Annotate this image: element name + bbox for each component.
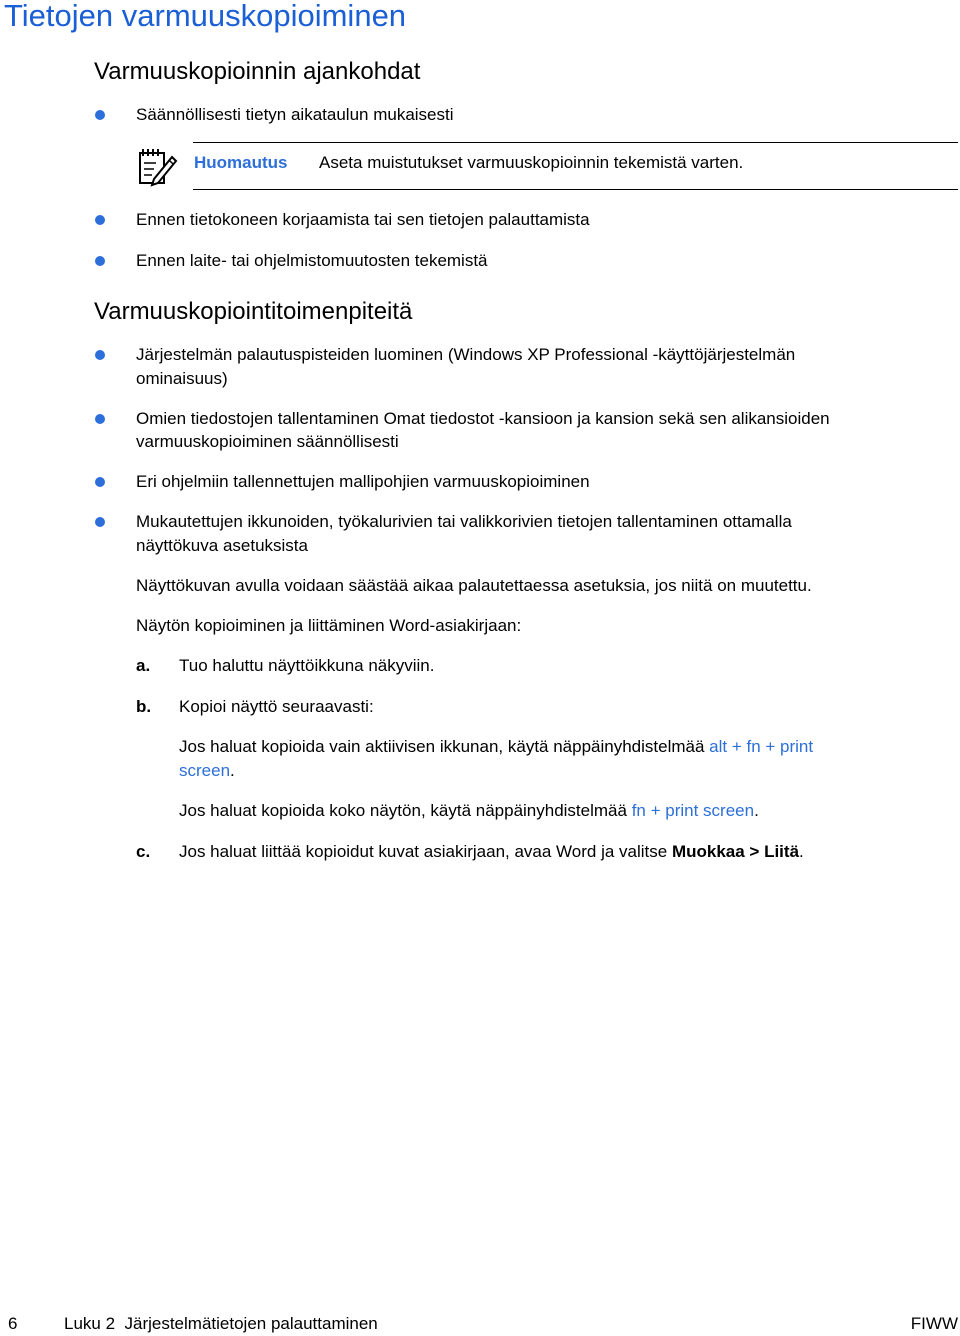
step-letter-c: c. [136, 842, 151, 861]
bullet-icon [95, 256, 105, 266]
bullet-icon [95, 350, 105, 360]
step-b-sub2 [179, 799, 759, 823]
chapter-title: Tietojen varmuuskopioiminen [4, 0, 407, 33]
key-combo-active-window-cont: screen [179, 761, 231, 780]
list-item: Järjestelmän palautuspisteiden luominen (Windows XP Professional -käyttöjärjestelmän [136, 345, 796, 364]
step-text-c [179, 840, 804, 864]
bullet-icon [95, 517, 105, 527]
list-item: Omien tiedostojen tallentaminen Omat tiedostot -kansioon ja kansion sekä sen alikansioiden [136, 409, 830, 428]
key-combo-full-screen: fn + print screen [631, 801, 755, 820]
step-b-sub1-continuation [179, 759, 235, 783]
bullet-icon [95, 477, 105, 487]
note-bottom-rule [193, 189, 958, 190]
period: . [230, 761, 235, 780]
step-b-sub1 [179, 735, 813, 759]
step-text-b: Kopioi näyttö seuraavasti: [179, 697, 374, 716]
paragraph-screenshot-tip: Näyttökuvan avulla voidaan säästää aikaa palautettaessa asetuksia, jos niitä on muutettu. [136, 576, 812, 595]
list-item: Ennen laite- tai ohjelmistomuutosten tekemistä [136, 251, 488, 270]
bullet-icon [95, 110, 105, 120]
note-text: Aseta muistutukset varmuuskopioinnin tekemistä varten. [319, 153, 744, 172]
menu-separator: > [744, 842, 765, 861]
note-pencil-icon [134, 145, 178, 187]
section-heading-when: Varmuuskopioinnin ajankohdat [94, 58, 421, 85]
step-letter-b: b. [136, 697, 152, 716]
list-item-continuation: ominaisuus) [136, 369, 228, 388]
step-b-sub2-text: Jos haluat kopioida koko näytön, käytä näppäinyhdistelmää [179, 801, 632, 820]
list-item-continuation: näyttökuva asetuksista [136, 536, 308, 555]
step-letter-a: a. [136, 656, 151, 675]
period: . [799, 842, 804, 861]
list-item: Säännöllisesti tietyn aikataulun mukaisesti [136, 105, 454, 124]
key-combo-active-window: alt + fn + print [709, 737, 814, 756]
note-top-rule [193, 142, 958, 143]
footer-chapter-label: Luku 2 Järjestelmätietojen palauttaminen [64, 1314, 378, 1333]
page-number: 6 [8, 1314, 18, 1333]
menu-edit: Muokkaa [671, 842, 745, 861]
section-heading-procedures: Varmuuskopiointitoimenpiteitä [94, 298, 413, 325]
list-item-continuation: varmuuskopioiminen säännöllisesti [136, 432, 399, 451]
step-b-sub1-text: Jos haluat kopioida vain aktiivisen ikkunan, käytä näppäinyhdistelmää [179, 737, 710, 756]
bullet-icon [95, 215, 105, 225]
list-item: Mukautettujen ikkunoiden, työkalurivien tai valikkorivien tietojen tallentaminen ottamalla [136, 512, 792, 531]
period: . [754, 801, 759, 820]
step-text-a: Tuo haluttu näyttöikkuna näkyviin. [179, 656, 435, 675]
step-c-text: Jos haluat liittää kopioidut kuvat asiakirjaan, avaa Word ja valitse [179, 842, 672, 861]
menu-paste: Liitä [764, 842, 800, 861]
footer-right-label: FIWW [910, 1314, 958, 1333]
list-item: Eri ohjelmiin tallennettujen mallipohjien varmuuskopioiminen [136, 472, 590, 491]
list-item: Ennen tietokoneen korjaamista tai sen tietojen palauttamista [136, 210, 590, 229]
bullet-icon [95, 414, 105, 424]
paragraph-copy-intro: Näytön kopioiminen ja liittäminen Word-asiakirjaan: [136, 616, 522, 635]
note-label: Huomautus [194, 153, 288, 172]
